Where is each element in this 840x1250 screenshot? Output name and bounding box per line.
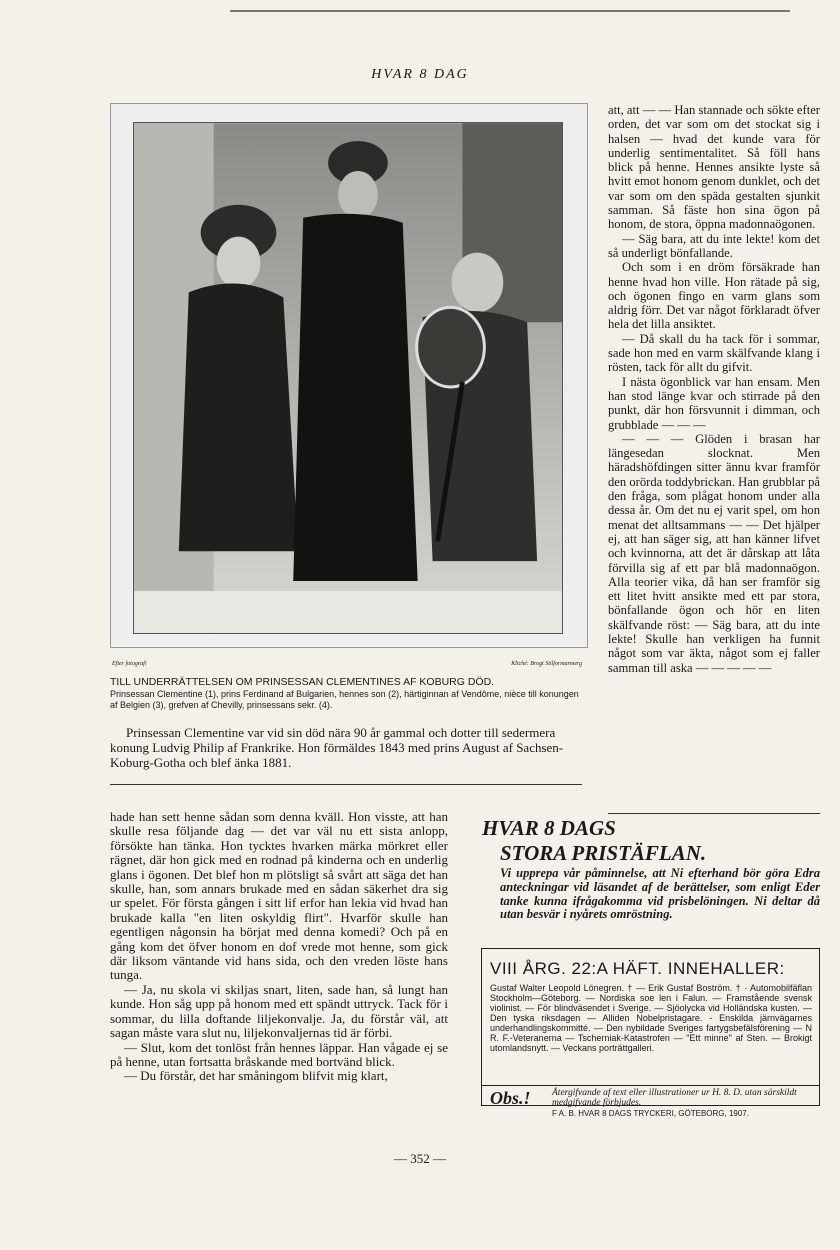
paragraph: — Du förstår, det har småningom blifvit mig klart, (124, 1068, 388, 1084)
contents-box (481, 948, 820, 1106)
contents-body: Gustaf Walter Leopold Lönegren. † — Erik Gustaf Boström. † · Automobilfäflan Stockholm—Göteborg. — Nordiska soe len i Falun. — Framstående svensk violinist. — För blindväsendet i Sverige. — Sjöolycka vid Holländska kusten. — Den tyska riksdagen — Alliden Nobelpristagare. - Enskilda järnvägarnes underhandlingskommitté. — Den nybildade Sveriges fartygsbefälsförening — N R. F.-Veteranerna — Tscherniak-Katastrofen — "Ett minne" af Sten. — Brokigt utomlandsnytt. — Veckans porträttgalleri. (490, 983, 812, 1053)
obs-text: Återgifvande af text eller illustrationer ur H. 8. D. utan särskildt medgifvande förbjudes. (552, 1088, 797, 1108)
photo-frame (110, 103, 588, 648)
photo-credit-left: Efter fotografi (112, 661, 147, 667)
contents-title: VIII ÅRG. 22:A HÄFT. INNEHALLER: (490, 959, 785, 978)
ad-title: HVAR 8 DAGS (482, 816, 616, 840)
paragraph: I nästa ögonblick var han ensam. Men han stod länge kvar och stirrade på den punkt, där hon försvunnit i dimman, och grubblade — — — (608, 374, 820, 432)
printer-line: F A. B. HVAR 8 DAGS TRYCKERI, GÖTEBORG, 1907. (552, 1109, 749, 1118)
right-column (608, 103, 820, 675)
news-photograph (133, 122, 563, 634)
caption-title: TILL UNDERRÄTTELSEN OM PRINSESSAN CLEMENTINES AF KOBURG DÖD. (110, 676, 495, 688)
running-header: HVAR 8 DAG (371, 67, 469, 82)
caption-rule (110, 784, 582, 785)
paragraph: — — — Glöden i brasan har längesedan slocknat. Men häradshöfdingen sitter ännu kvar framför den orörda toddybrickan. Han grubblar på den fråga, som plågat honom under alla dessa år. Om det nu ej varit spel, om hon menat det alltsammans — — Det hjälper ej, att han säger sig, att han känner lifvet och kvinnorna, att det är dårskap att låta förvilla sig af ett par blå madonnaögon. Alla teorier vika, då han ser framför sig ett litet hvitt ansikte med ett par stora, bönfallande ögon och hör en liten skälfvande röst: — Säg bara, att du inte lekte! Skulle han verkligen ha funnit något som var äkta, något som ej faller samman till aska — — — — — (608, 431, 820, 675)
paragraph: — Ja, nu skola vi skiljas snart, liten, sade han, så lungt han kunde. Hon såg upp på honom med ett spändt uttryck. Tack för i sommar, du lilla doftande liljekonvalje. Ja, du förstår väl, att sagan måste vara slut nu, liljekonvaljernas tid är förbi. (110, 981, 448, 1041)
page-number: — 352 — (394, 1151, 446, 1166)
photo-credit-right: Kliché: Brogt Stilformarmerg (511, 661, 582, 667)
ad-text: Vi upprepa vår påminnelse, att Ni efterhand bör göra Edra anteckningar vid läsandet af de berättelser, som enligt Eder tanke kunna ifrågakomma vid prisbelöningen. Ni deltar då utan besvär i nyårets omröstning. (500, 866, 820, 922)
top-rule (230, 10, 790, 12)
paragraph: — Då skall du ha tack för i sommar, sade hon med en varm skälfvande klang i rösten, tack för allt du gifvit. (608, 331, 820, 375)
obs-label: Obs.! (490, 1088, 531, 1108)
right-column-rule (608, 813, 820, 814)
caption-paragraph: Prinsessan Clementine var vid sin död nära 90 år gammal och dotter till sedermera konung Ludvig Philip af Frankrike. Hon förmäldes 1843 med prins August af Sachsen-Koburg-Gotha och blef änka 1881. (110, 725, 564, 770)
ad-subtitle: STORA PRISTÄFLAN. (500, 841, 707, 865)
contents-rule (482, 1085, 819, 1086)
paragraph: hade han sett henne sådan som denna kväll. Hon visste, att han skulle resa följande dag — det var väl nu ett sista anlopp, försökte han tänka. Hon tycktes hvarken märka mörkret eller rägnet, där hon gick med en rodnad på kinderna och en underlig glans i ögonen. Det blef hon m plötsligt så svårt att säga det han skulle, han, som annars brukade med en sådan säkerhet dra sig ur spelet. För första gången i sitt lif erfor han lekia vid hvad han brukade kalla "en liten oskyldig flirt". Hvarför skulle han egentligen någonsin ha börjat med denna komedi? Och på en gång kom det öfver honom en dof vrede mot henne, som gick där liksom väntande vid hans sida, och den vreden löste hans tunga. (110, 809, 448, 983)
paragraph: att, att — — Han stannade och sökte efter orden, det var som om det stockat sig i halsen — hvad det kunde vara för underlig sentimentalitet. Så föll hans blick på henne. Hennes ansikte lyste så hvitt emot honom genom dunklet, och det var som om den späda gestalten sjunkit samman. Så fäste hon sina ögon på honom, de stora, öppna madonnaögonen. (608, 103, 820, 232)
paragraph: — Säg bara, att du inte lekte! kom det så underligt bönfallande. (608, 231, 820, 260)
paragraph: Och som i en dröm försäkrade han henne hvad hon ville. Hon rätade på sig, och ögonen fingo en varm glans som aldrig förr. Det var något förklaradt öfver hela det lilla ansiktet. (608, 260, 820, 332)
caption-text: Prinsessan Clementine (1), prins Ferdinand af Bulgarien, hennes son (2), härtiginnan af Vendôme, nièce till konungen af Belgien (3), grefven af Chevilly, prinsessans sekr. (4). (110, 689, 579, 710)
paragraph: — Slut, kom det tonlöst från hennes läppar. Han vågade ej se på henne, utan fortsatta bråskande med bortvänd blick. (110, 1039, 448, 1069)
photo-credits (112, 661, 582, 673)
left-column (110, 810, 448, 1084)
